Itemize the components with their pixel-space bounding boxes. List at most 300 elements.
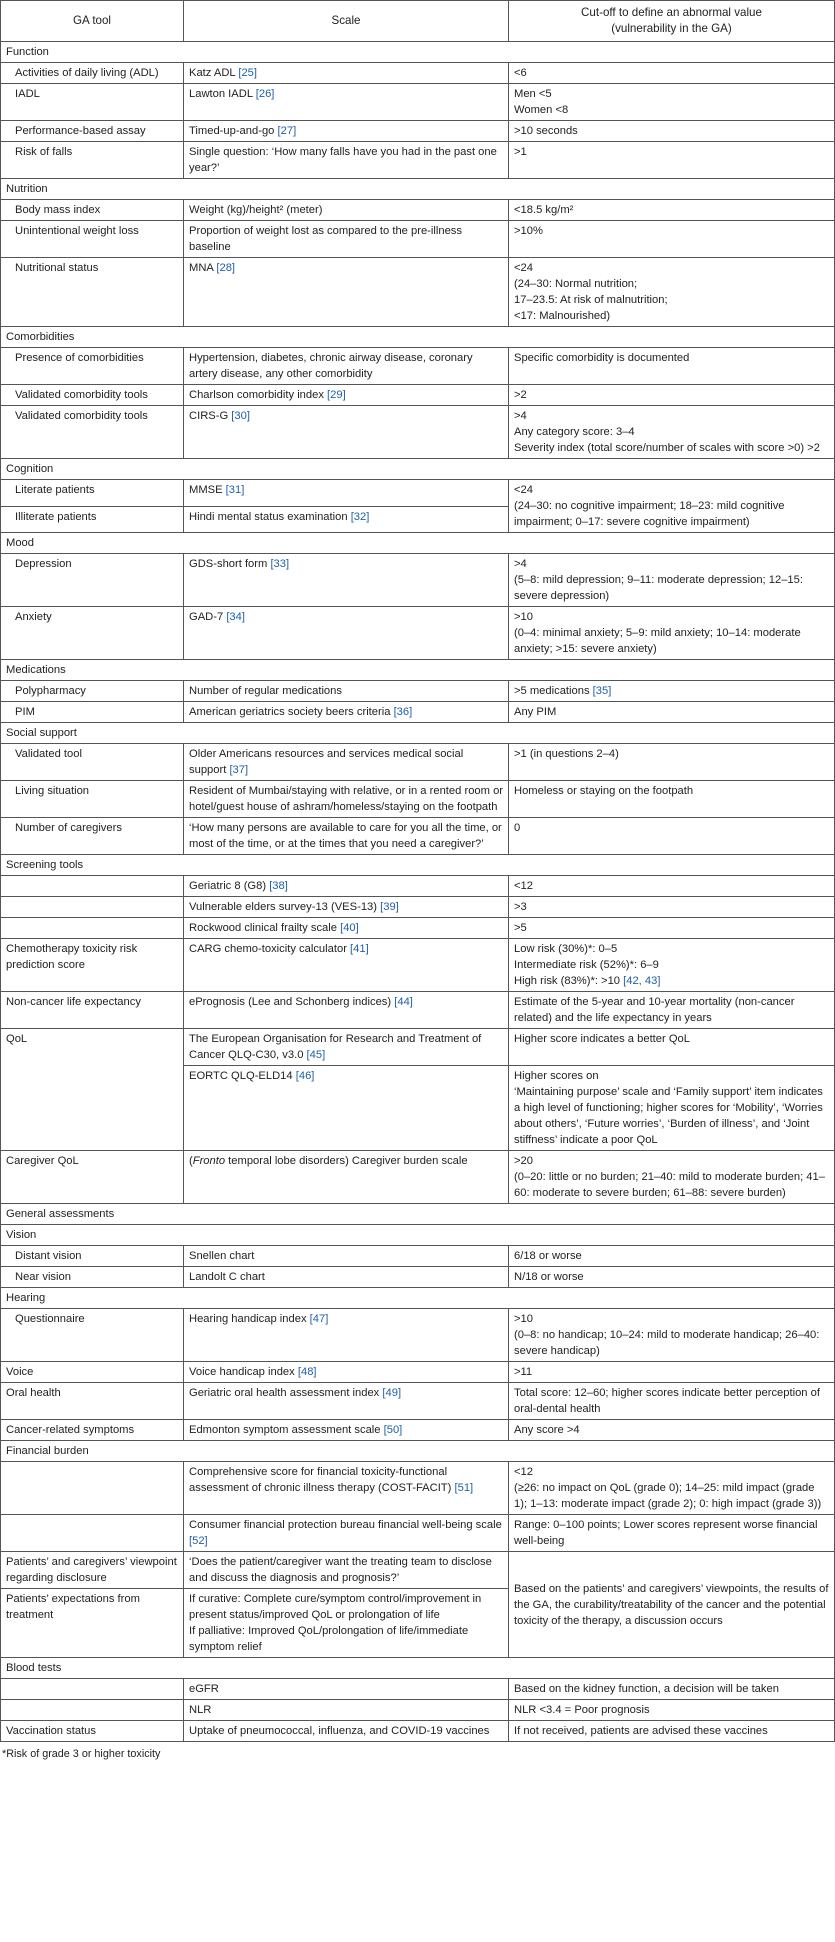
cutoff-cell [509,406,835,459]
scale-cell [184,818,509,855]
citation-ref: [25] [238,67,258,79]
scale-cell [184,939,509,992]
cutoff-cell [509,876,835,897]
table-row [1,702,835,723]
table-row [1,1552,835,1589]
table-row [1,918,835,939]
cell-line: If not received, patients are advised these vaccines [514,1725,768,1737]
cell-line: >10% [514,225,543,237]
ga-tool-cell: Nutritional status [1,258,184,327]
citation-ref: [33] [270,558,290,570]
ga-tool-cell: Anxiety [1,607,184,660]
cutoff-cell [509,681,835,702]
ga-tool-cell: Polypharmacy [1,681,184,702]
citation-ref: [27] [277,125,297,137]
cell-text: Fronto [192,1155,226,1167]
ga-tool-cell: Distant vision [1,1246,184,1267]
scale-cell [184,63,509,84]
citation-ref: [36] [393,706,413,718]
cell-text: Landolt C chart [189,1271,265,1283]
ga-tool-cell: Vaccination status [1,1721,184,1742]
table-row [1,1462,835,1515]
cell-line: >10 [514,611,533,623]
citation-ref: [42, 43] [623,975,661,987]
cell-line: Specific comorbidity is documented [514,352,690,364]
cell-line: N/18 or worse [514,1271,584,1283]
cell-text: Older Americans resources and services medical social support [189,748,464,776]
cell-text: GDS-short form [189,558,271,570]
cell-line: 6/18 or worse [514,1250,582,1262]
cell-text: ePrognosis (Lee and Schonberg indices) [189,996,395,1008]
table-row [1,897,835,918]
table-row [1,1420,835,1441]
cell-line: Total score: 12–60; higher scores indicate better perception of oral-dental health [514,1387,820,1415]
cell-line: Estimate of the 5-year and 10-year mortality (non-cancer related) and the life expectancy in years [514,996,795,1024]
table-row [1,1515,835,1552]
cutoff-cell [509,1383,835,1420]
cutoff-cell [509,63,835,84]
ga-tool-cell: Voice [1,1362,184,1383]
cell-text: >5 medications [514,685,593,697]
cell-text: Proportion of weight lost as compared to the pre-illness baseline [189,225,462,253]
cutoff-cell [509,385,835,406]
table-row [1,63,835,84]
scale-cell [184,200,509,221]
cutoff-cell [509,918,835,939]
cell-line: Based on the patients’ and caregivers’ viewpoints, the results of the GA, the curability/treatability of the cancer and the potential toxicity of the therapy, a discussion occurs [514,1582,829,1627]
ga-tool-cell: Caregiver QoL [1,1151,184,1204]
table-row [1,385,835,406]
section-label: Blood tests [1,1658,835,1679]
cell-line: Any category score: 3–4 [514,426,635,438]
section-row [1,327,835,348]
citation-ref: [34] [226,611,245,623]
cutoff-cell [509,1462,835,1515]
section-label: Function [1,42,835,63]
header-cutoff: Cut-off to define an abnormal value (vulnerability in the GA) [509,1,835,42]
scale-cell [184,221,509,258]
cell-text: Edmonton symptom assessment scale [189,1424,384,1436]
ga-tool-cell: Patients’ expectations from treatment [1,1589,184,1658]
scale-cell [184,480,509,507]
citation-ref: [29] [327,389,346,401]
cell-line: (≥26: no impact on QoL (grade 0); 14–25: mild impact (grade 1); 1–13: moderate impact (grade 2); 0: high impact (grade 3)) [514,1482,822,1510]
cutoff-cell [509,1267,835,1288]
cell-text: Vulnerable elders survey-13 (VES-13) [189,901,381,913]
citation-ref: [51] [454,1482,474,1494]
ga-tool-cell [1,1515,184,1552]
table-row [1,1679,835,1700]
section-label: Medications [1,660,835,681]
citation-ref: [39] [380,901,399,913]
cell-text: ‘How many persons are available to care for you all the time, or most of the time, or at the times that you need a caregiver?’ [189,822,502,850]
citation-ref: [45] [306,1049,326,1061]
cell-line: >3 [514,901,527,913]
scale-cell [184,1383,509,1420]
cell-line: 17–23.5: At risk of malnutrition; [514,294,668,306]
section-label: Financial burden [1,1441,835,1462]
scale-cell [184,1515,509,1552]
cell-text: MMSE [189,484,226,496]
cutoff-cell [509,992,835,1029]
section-row [1,855,835,876]
table-row [1,744,835,781]
cutoff-cell [509,607,835,660]
cell-text: Uptake of pneumococcal, influenza, and COVID-19 vaccines [189,1725,490,1737]
scale-cell [184,992,509,1029]
citation-ref: [35] [592,685,612,697]
cell-text: Hindi mental status examination [189,510,351,523]
scale-cell [184,1700,509,1721]
table-header-row [1,1,835,42]
cell-line: Men <5 [514,88,552,100]
ga-tool-cell [1,918,184,939]
cell-line: <17: Malnourished) [514,310,611,322]
cell-line: >4 [514,410,527,422]
cell-text: Snellen chart [189,1250,255,1262]
section-row [1,1204,835,1225]
cell-line: <18.5 kg/m² [514,204,574,216]
cell-line: <24 [514,484,533,496]
cell-text: CIRS-G [189,410,232,422]
ga-tool-cell [1,1679,184,1700]
scale-cell [184,1309,509,1362]
citation-ref: [26] [255,88,275,100]
section-label: General assessments [1,1204,835,1225]
cell-line: Any PIM [514,706,557,718]
cell-text: Number of regular medications [189,685,342,697]
ga-tool-cell [1,1700,184,1721]
cell-line: (0–8: no handicap; 10–24: mild to moderate handicap; 26–40: severe handicap) [514,1329,820,1357]
scale-cell [184,1029,509,1066]
scale-cell [184,1721,509,1742]
ga-tool-cell: Patients’ and caregivers’ viewpoint regarding disclosure [1,1552,184,1589]
cutoff-cell [509,702,835,723]
section-label: Cognition [1,459,835,480]
cutoff-cell [509,1309,835,1362]
scale-cell [184,506,509,533]
cell-text: ‘Does the patient/caregiver want the treating team to disclose and discuss the diagnosis and prognosis?’ [189,1556,492,1584]
cell-text: NLR [189,1704,212,1716]
citation-ref: [31] [225,484,245,496]
section-label: Nutrition [1,179,835,200]
cell-line: <12 [514,880,533,892]
table-row [1,1700,835,1721]
scale-cell [184,1462,509,1515]
table-row [1,221,835,258]
section-label: Vision [1,1225,835,1246]
cell-text: Geriatric 8 (G8) [189,880,270,892]
table-row [1,121,835,142]
scale-cell [184,1267,509,1288]
section-row [1,1441,835,1462]
cell-line: 0 [514,822,521,834]
scale-cell [184,744,509,781]
cutoff-cell [509,1700,835,1721]
ga-tool-cell: Oral health [1,1383,184,1420]
cutoff-cell [509,1515,835,1552]
cell-text: EORTC QLQ-ELD14 [189,1070,296,1082]
scale-cell [184,1679,509,1700]
cell-text: Consumer financial protection bureau financial well-being scale [189,1519,502,1531]
scale-cell [184,681,509,702]
ga-tool-cell: Performance-based assay [1,121,184,142]
scale-cell [184,258,509,327]
table-body [1,42,835,1742]
ga-tool-cell: Living situation [1,781,184,818]
scale-cell [184,1362,509,1383]
section-row [1,1658,835,1679]
citation-ref: [40] [340,922,359,934]
scale-cell [184,1420,509,1441]
scale-cell [184,607,509,660]
table-row [1,1362,835,1383]
cell-line: Higher score indicates a better QoL [514,1033,690,1045]
citation-ref: [49] [382,1387,402,1399]
section-label: Social support [1,723,835,744]
scale-cell [184,1552,509,1589]
scale-cell [184,554,509,607]
ga-tool-cell: Illiterate patients [1,506,184,533]
table-row [1,348,835,385]
table-row [1,1383,835,1420]
cutoff-cell [509,480,835,533]
section-label: Mood [1,533,835,554]
ga-tool-cell: Non-cancer life expectancy [1,992,184,1029]
cutoff-cell [509,1066,835,1151]
table-row [1,200,835,221]
cutoff-cell [509,142,835,179]
cell-line: >5 [514,922,527,934]
cutoff-cell [509,348,835,385]
cell-line: (0–4: minimal anxiety; 5–9: mild anxiety; 10–14: moderate anxiety; >15: severe anxiety) [514,627,801,655]
ga-tool-cell: Activities of daily living (ADL) [1,63,184,84]
ga-tool-cell: Presence of comorbidities [1,348,184,385]
cell-text: Rockwood clinical frailty scale [189,922,341,934]
scale-cell [184,1151,509,1204]
cell-text: eGFR [189,1683,219,1695]
citation-ref: [30] [231,410,250,422]
table-row [1,818,835,855]
table-row [1,1029,835,1066]
scale-cell [184,918,509,939]
ga-tool-cell: PIM [1,702,184,723]
ga-tool-cell: Risk of falls [1,142,184,179]
cutoff-cell [509,818,835,855]
scale-cell [184,897,509,918]
cell-text: ( [189,1155,193,1167]
section-label: Comorbidities [1,327,835,348]
cell-text: Hypertension, diabetes, chronic airway disease, coronary artery disease, any other comorbidity [189,352,473,380]
cell-text: Weight (kg)/height² (meter) [189,204,323,216]
ga-tool-cell [1,876,184,897]
citation-ref: [50] [383,1424,403,1436]
cutoff-cell [509,744,835,781]
scale-cell [184,1589,509,1658]
ga-tool-cell: Depression [1,554,184,607]
section-label: Hearing [1,1288,835,1309]
cell-line: >10 seconds [514,125,578,137]
cell-line: >11 [514,1366,533,1378]
cell-line: <24 [514,262,533,274]
citation-ref: [47] [309,1313,329,1325]
cell-line: Severity index (total score/number of scales with score >0) >2 [514,442,820,454]
ga-tool-cell [1,1462,184,1515]
ga-tool-cell: IADL [1,84,184,121]
cell-text: Voice handicap index [189,1366,298,1378]
cell-text: Katz ADL [189,67,239,79]
table-row [1,992,835,1029]
cell-text: Timed-up-and-go [189,125,278,137]
scale-cell [184,1246,509,1267]
header-scale: Scale [184,1,509,42]
citation-ref: [52] [189,1535,208,1547]
cell-text: MNA [189,262,217,274]
ga-tool-cell: Validated comorbidity tools [1,406,184,459]
scale-cell [184,876,509,897]
ga-tool-cell: Near vision [1,1267,184,1288]
cell-line: (24–30: Normal nutrition; [514,278,638,290]
cell-line: NLR <3.4 = Poor prognosis [514,1704,650,1716]
cell-line: Women <8 [514,104,569,116]
cell-line: Based on the kidney function, a decision will be taken [514,1683,779,1695]
cutoff-cell [509,1679,835,1700]
scale-cell [184,385,509,406]
cell-text: The European Organisation for Research and Treatment of Cancer QLQ-C30, v3.0 [189,1033,482,1061]
cutoff-cell [509,1721,835,1742]
cutoff-cell [509,258,835,327]
cell-line: >1 (in questions 2–4) [514,748,619,760]
ga-tool-cell: Body mass index [1,200,184,221]
table-row [1,406,835,459]
table-row [1,1246,835,1267]
cell-text: Resident of Mumbai/staying with relative, or in a rented room or hotel/guest house of ashram/homeless/staying on the footpath [189,785,504,813]
cell-line: Homeless or staying on the footpath [514,785,694,797]
cutoff-cell [509,1420,835,1441]
cell-text: Single question: ‘How many falls have you had in the past one year?’ [189,146,497,174]
table-row [1,781,835,818]
cell-line: Any score >4 [514,1424,580,1436]
section-row [1,42,835,63]
cell-text: Hearing handicap index [189,1313,310,1325]
scale-cell [184,121,509,142]
cell-text: temporal lobe disorders) Caregiver burden scale [225,1155,468,1167]
table-row [1,480,835,507]
citation-ref: [38] [269,880,288,892]
cell-text: CARG chemo-toxicity calculator [189,943,351,955]
cutoff-cell [509,1151,835,1204]
cell-line: (5–8: mild depression; 9–11: moderate depression; 12–15: severe depression) [514,574,803,602]
table-row [1,258,835,327]
header-ga-tool: GA tool [1,1,184,42]
cutoff-cell [509,200,835,221]
cell-text: Charlson comorbidity index [189,389,328,401]
cell-line: >1 [514,146,527,158]
table-row [1,681,835,702]
table-row [1,607,835,660]
table-row [1,142,835,179]
cutoff-cell [509,897,835,918]
ga-tool-cell: Unintentional weight loss [1,221,184,258]
cell-text: Low risk (30%)*: 0–5 [514,943,618,955]
section-row [1,459,835,480]
cell-line: (0–20: little or no burden; 21–40: mild to moderate burden; 41–60: moderate to severe burden; 61–88: severe burden) [514,1171,825,1199]
scale-cell [184,781,509,818]
ga-tool-cell: Questionnaire [1,1309,184,1362]
cell-text: High risk (83%)*: >10 [514,975,624,987]
table-row [1,84,835,121]
cell-line: >4 [514,558,527,570]
cell-line [514,973,829,989]
ga-tool-cell: Number of caregivers [1,818,184,855]
cell-line: Higher scores on [514,1070,599,1082]
cell-line: >20 [514,1155,533,1167]
ga-tool-cell: Chemotherapy toxicity risk prediction score [1,939,184,992]
cutoff-cell [509,1029,835,1066]
cell-line: <6 [514,67,527,79]
scale-cell [184,406,509,459]
cell-text: Lawton IADL [189,88,256,100]
cell-line: Range: 0–100 points; Lower scores represent worse financial well-being [514,1519,818,1547]
cell-line: >2 [514,389,527,401]
cutoff-cell [509,939,835,992]
cutoff-cell [509,1362,835,1383]
table-row [1,1151,835,1204]
citation-ref: [41] [350,943,369,955]
section-label: Screening tools [1,855,835,876]
citation-ref: [46] [295,1070,315,1082]
cell-text: American geriatrics society beers criteria [189,706,394,718]
cell-text: Comprehensive score for financial toxicity-functional assessment of chronic illness therapy (COST-FACIT) [189,1466,455,1494]
scale-cell [184,702,509,723]
cutoff-cell [509,781,835,818]
cutoff-cell [509,84,835,121]
cell-text: Intermediate risk (52%)*: 6–9 [514,959,659,971]
cell-line: If curative: Complete cure/symptom control/improvement in present status/improved QoL or prolongation of life [189,1593,482,1621]
table-row [1,1267,835,1288]
table-row [1,876,835,897]
cell-line [514,957,829,973]
section-row [1,1225,835,1246]
cutoff-cell [509,1552,835,1658]
cutoff-cell [509,554,835,607]
cutoff-cell [509,1246,835,1267]
cell-line [514,941,829,957]
cell-line: ‘Maintaining purpose’ scale and ‘Family support’ item indicates a high level of functioning; higher scores for ‘Mobility’, ‘Worries about others’, ‘Future worries’, ‘Burden of illness’, and ‘Joint stiffness’ indicate a poor QoL [514,1086,823,1146]
table-row [1,554,835,607]
cell-line: (24–30: no cognitive impairment; 18–23: mild cognitive impairment; 0–17: severe cognitive impairment) [514,500,785,528]
section-row [1,179,835,200]
section-row [1,533,835,554]
cutoff-cell [509,221,835,258]
ga-tool-cell: Cancer-related symptoms [1,1420,184,1441]
ga-tool-cell: Validated comorbidity tools [1,385,184,406]
cell-text: GAD-7 [189,611,227,623]
scale-cell [184,142,509,179]
scale-cell [184,84,509,121]
section-row [1,1288,835,1309]
cell-text: Geriatric oral health assessment index [189,1387,383,1399]
scale-cell [184,348,509,385]
citation-ref: [37] [229,764,249,776]
cell-line: <12 [514,1466,533,1478]
ga-tool-cell: Validated tool [1,744,184,781]
cell-line: >10 [514,1313,533,1325]
citation-ref: [44] [394,996,413,1008]
citation-ref: [48] [297,1366,317,1378]
footnote: *Risk of grade 3 or higher toxicity [2,1748,161,1760]
ga-tool-cell [1,897,184,918]
